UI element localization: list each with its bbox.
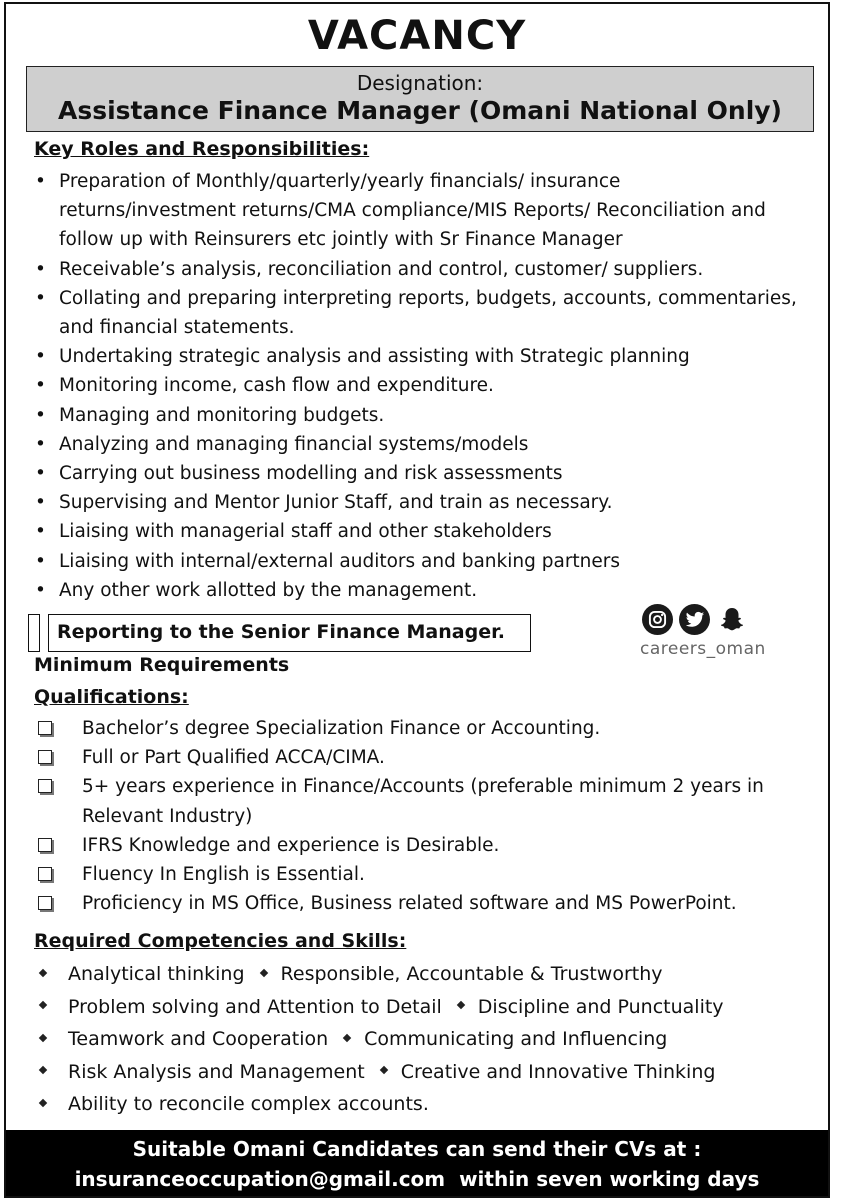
bullet-icon: • [35, 258, 46, 280]
checkbox-icon [38, 896, 52, 910]
list-item: Teamwork and Cooperation Communicating and Influencing [36, 1023, 826, 1056]
footer-instructions: Suitable Omani Candidates can send their CVs at : [132, 1137, 702, 1161]
list-item: 5+ years experience in Finance/Accounts (preferable minimum 2 years in Relevant Industry) [36, 772, 816, 830]
diamond-bullet-icon [259, 968, 267, 976]
diamond-bullet-icon [457, 1001, 465, 1009]
job-title: Assistance Finance Manager (Omani National Only) [58, 96, 782, 125]
instagram-icon[interactable] [642, 604, 673, 635]
reporting-line: Reporting to the Senior Finance Manager. [48, 614, 531, 652]
diamond-bullet-icon [343, 1033, 351, 1041]
roles-list [32, 167, 802, 605]
list-item: Analytical thinking Responsible, Accountable & Trustworthy [36, 958, 826, 991]
list-item: • Carrying out business modelling and risk assessments [32, 459, 802, 488]
checkbox-icon [38, 750, 52, 764]
diamond-bullet-icon [379, 1066, 387, 1074]
diamond-bullet-icon [39, 1033, 47, 1041]
roles-heading: Key Roles and Responsibilities: [34, 138, 370, 160]
list-item: • Monitoring income, cash flow and expenditure. [32, 371, 802, 400]
diamond-bullet-icon [39, 1066, 47, 1074]
bullet-icon: • [35, 550, 46, 572]
list-item: Risk Analysis and Management Creative and Innovative Thinking [36, 1056, 826, 1089]
twitter-icon[interactable] [679, 604, 710, 635]
list-item: • Supervising and Mentor Junior Staff, and train as necessary. [32, 488, 802, 517]
diamond-bullet-icon [39, 968, 47, 976]
list-item: • Analyzing and managing financial systems/models [32, 430, 802, 459]
bullet-icon: • [35, 492, 46, 514]
list-item: • Any other work allotted by the management. [32, 576, 802, 605]
list-item: Full or Part Qualified ACCA/CIMA. [36, 743, 816, 772]
email-link[interactable]: insuranceoccupation@gmail.com [74, 1167, 446, 1191]
reporting-marker [28, 614, 40, 652]
competencies-heading: Required Competencies and Skills: [34, 930, 407, 952]
list-item: Fluency In English is Essential. [36, 860, 816, 889]
diamond-bullet-icon [39, 1099, 47, 1107]
poster-title: VACANCY [307, 13, 527, 59]
list-item: • Receivable’s analysis, reconciliation and control, customer/ suppliers. [32, 255, 802, 284]
deadline-text: within seven working days [459, 1167, 760, 1191]
bullet-icon: • [35, 404, 46, 426]
requirements-heading: Minimum Requirements [34, 654, 290, 676]
bullet-icon: • [35, 287, 46, 309]
list-item: • Undertaking strategic analysis and assisting with Strategic planning [32, 342, 802, 371]
checkbox-icon [38, 721, 52, 735]
list-item: Ability to reconcile complex accounts. [36, 1088, 826, 1121]
checkbox-icon [38, 867, 52, 881]
bullet-icon: • [35, 171, 46, 192]
checkbox-icon [38, 838, 52, 852]
qualifications-list [36, 714, 816, 918]
designation-box [26, 66, 814, 132]
designation-label: Designation: [356, 71, 484, 95]
list-item: IFRS Knowledge and experience is Desirable. [36, 831, 816, 860]
application-footer [6, 1130, 828, 1196]
list-item: • Managing and monitoring budgets. [32, 401, 802, 430]
list-item: Problem solving and Attention to Detail Discipline and Punctuality [36, 991, 826, 1024]
social-links [640, 604, 766, 659]
vacancy-poster [4, 2, 830, 1198]
bullet-icon: • [35, 375, 46, 397]
qualifications-heading: Qualifications: [34, 686, 189, 708]
snapchat-icon[interactable] [716, 604, 747, 635]
list-item: • Preparation of Monthly/quarterly/yearly financials/ insurance returns/investment returns/CMA compliance/MIS Reports/ Reconciliation and follow up with Reinsurers etc jointly with Sr Finance Manager [32, 167, 802, 255]
list-item: • Liaising with internal/external auditors and banking partners [32, 547, 802, 576]
social-handle: careers_oman [640, 639, 766, 659]
list-item: Proficiency in MS Office, Business related software and MS PowerPoint. [36, 889, 816, 918]
bullet-icon: • [35, 521, 46, 543]
bullet-icon: • [35, 346, 46, 368]
list-item: Bachelor’s degree Specialization Finance or Accounting. [36, 714, 816, 743]
list-item: • Liaising with managerial staff and other stakeholders [32, 517, 802, 546]
diamond-bullet-icon [39, 1001, 47, 1009]
list-item: • Collating and preparing interpreting reports, budgets, accounts, commentaries, and financial statements. [32, 284, 802, 342]
footer-contact [6, 1164, 828, 1194]
bullet-icon: • [35, 463, 46, 485]
checkbox-icon [38, 779, 52, 793]
competencies-list [36, 958, 826, 1121]
bullet-icon: • [35, 433, 46, 455]
bullet-icon: • [35, 579, 46, 601]
